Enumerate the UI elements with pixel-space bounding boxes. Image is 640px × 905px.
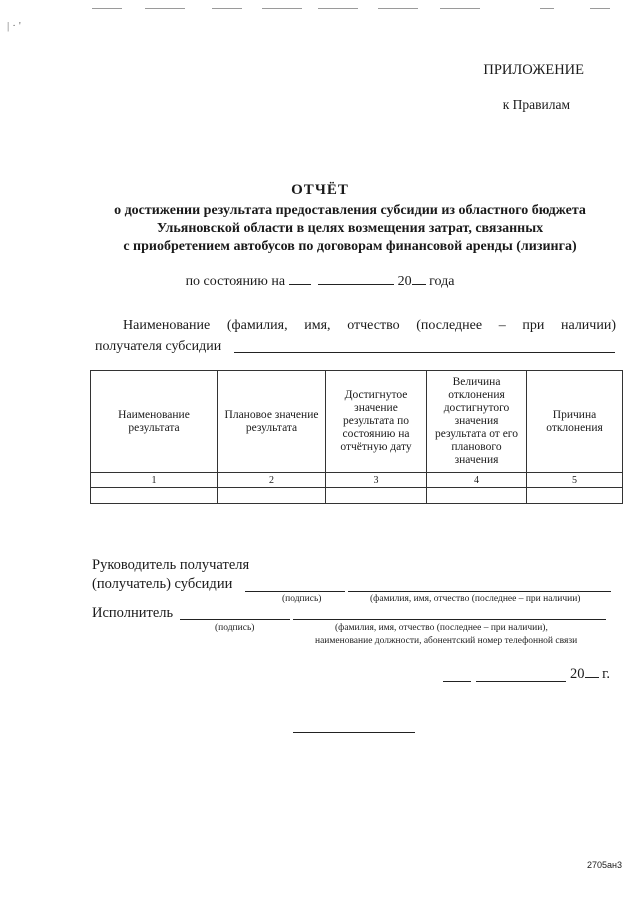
executor-label: Исполнитель [92, 605, 174, 621]
executor-name-caption-1: (фамилия, имя, отчество (последнее – при наличии), [335, 623, 548, 633]
head-name-caption: (фамилия, имя, отчество (последнее – при наличии) [370, 594, 581, 604]
column-number: 3 [326, 473, 427, 488]
head-label-line-1: Руководитель получателя [92, 557, 250, 573]
column-header: Достигнутое значение результата по состоянию на отчётную дату [326, 371, 427, 473]
table-cell[interactable] [527, 488, 623, 504]
column-header: Величина отклонения достигнутого значения результата от его планового значения [427, 371, 527, 473]
recipient-name-field[interactable] [234, 352, 615, 353]
head-signature-caption: (подпись) [282, 594, 322, 604]
head-signature-field[interactable] [245, 591, 345, 592]
column-header: Плановое значение результата [218, 371, 326, 473]
column-number: 1 [91, 473, 218, 488]
year-blank[interactable] [412, 272, 426, 285]
scan-artifact [212, 8, 242, 9]
scan-artifact [590, 8, 610, 9]
year-prefix: 20 [397, 274, 412, 289]
date-line [570, 665, 610, 683]
as-of-suffix: года [429, 274, 455, 289]
scan-artifact [540, 8, 554, 9]
date-year-prefix: 20 [570, 666, 585, 682]
results-table [90, 370, 623, 504]
column-number: 4 [427, 473, 527, 488]
document-title: ОТЧЁТ [291, 182, 349, 198]
table-cell[interactable] [218, 488, 326, 504]
executor-signature-caption: (подпись) [215, 623, 255, 633]
table-cell[interactable] [427, 488, 527, 504]
scan-artifact [378, 8, 418, 9]
scan-artifact [318, 8, 358, 9]
as-of-date-line [0, 272, 640, 290]
date-suffix: г. [602, 666, 611, 682]
recipient-label-line-2: получателя субсидии [95, 339, 222, 354]
subtitle-line-2: Ульяновской области в целях возмещения затрат, связанных [156, 221, 544, 236]
table-header-row [91, 371, 623, 473]
closing-rule [293, 732, 415, 733]
date-month-field[interactable] [476, 681, 566, 682]
as-of-prefix: по состоянию на [185, 274, 286, 289]
scan-artifact [262, 8, 302, 9]
page-code: 2705ан3 [586, 860, 622, 870]
subtitle-line-1: о достижении результата предоставления субсидии из областного бюджета [114, 203, 586, 218]
month-blank[interactable] [318, 272, 394, 285]
day-blank[interactable] [289, 272, 311, 285]
document-subtitle [70, 202, 630, 256]
table-cell[interactable] [326, 488, 427, 504]
executor-name-field[interactable] [293, 619, 606, 620]
scan-corner-mark: |·' [7, 20, 24, 32]
column-header: Наименование результата [91, 371, 218, 473]
subtitle-line-3: с приобретением автобусов по договорам финансовой аренды (лизинга) [123, 239, 577, 254]
executor-signature-field[interactable] [180, 619, 290, 620]
date-year-blank[interactable] [585, 665, 599, 678]
to-rules-label: к Правилам [502, 97, 570, 112]
column-number: 5 [527, 473, 623, 488]
column-number: 2 [218, 473, 326, 488]
appendix-label: ПРИЛОЖЕНИЕ [483, 62, 584, 78]
scan-artifact [440, 8, 480, 9]
table-cell[interactable] [91, 488, 218, 504]
head-name-field[interactable] [348, 591, 611, 592]
column-header: Причина отклонения [527, 371, 623, 473]
executor-name-caption-2: наименование должности, абонентский номер телефонной связи [315, 636, 578, 646]
recipient-label-line-1: Наименование (фамилия, имя, отчество (последнее – при наличии) [123, 318, 616, 333]
table-number-row [91, 473, 623, 488]
scan-artifact [92, 8, 122, 9]
scan-artifact [145, 8, 185, 9]
date-day-field[interactable] [443, 681, 471, 682]
head-label-line-2: (получатель) субсидии [92, 576, 233, 592]
table-row [91, 488, 623, 504]
